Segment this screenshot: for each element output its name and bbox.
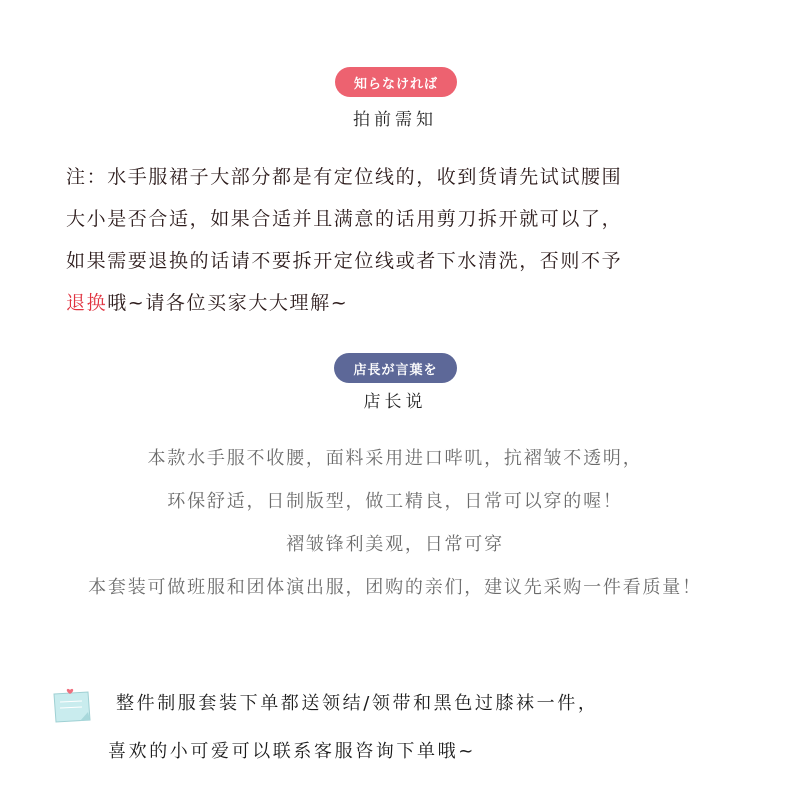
notice-line-rest: 哦~请各位买家大大理解~ (107, 292, 349, 314)
footer-line: 整件制服套装下单都送领结/领带和黑色过膝袜一件， (116, 693, 599, 714)
notice-line: 如果需要退换的话请不要拆开定位线或者下水清洗，否则不予 (66, 250, 623, 272)
section-badge-notice: 知らなければ (335, 67, 457, 97)
footer-paragraph (108, 692, 748, 776)
section-badge-owner: 店長が言葉を (334, 353, 457, 383)
notice-line-last (66, 282, 746, 324)
return-highlight: 退换 (66, 292, 108, 314)
notice-line: 注：水手服裙子大部分都是有定位线的，收到货请先试试腰围 (66, 166, 623, 188)
notice-paragraph (66, 156, 746, 324)
owner-line: 环保舒适，日制版型，做工精良，日常可以穿的喔！ (167, 491, 623, 512)
memo-note-icon (50, 688, 92, 724)
owner-line: 本款水手服不收腰，面料采用进口哔叽，抗褶皱不透明， (147, 448, 643, 469)
owner-paragraph (20, 437, 770, 609)
section-title-notice: 拍前需知 (353, 110, 437, 130)
footer-line: 喜欢的小可爱可以联系客服咨询下单哦~ (108, 741, 476, 762)
owner-line: 褶皱锋利美观，日常可穿 (286, 534, 504, 555)
notice-line: 大小是否合适，如果合适并且满意的话用剪刀拆开就可以了， (66, 208, 623, 230)
section-title-owner: 店长说 (363, 392, 427, 412)
owner-line: 本套装可做班服和团体演出服，团购的亲们，建议先采购一件看质量！ (88, 577, 702, 598)
